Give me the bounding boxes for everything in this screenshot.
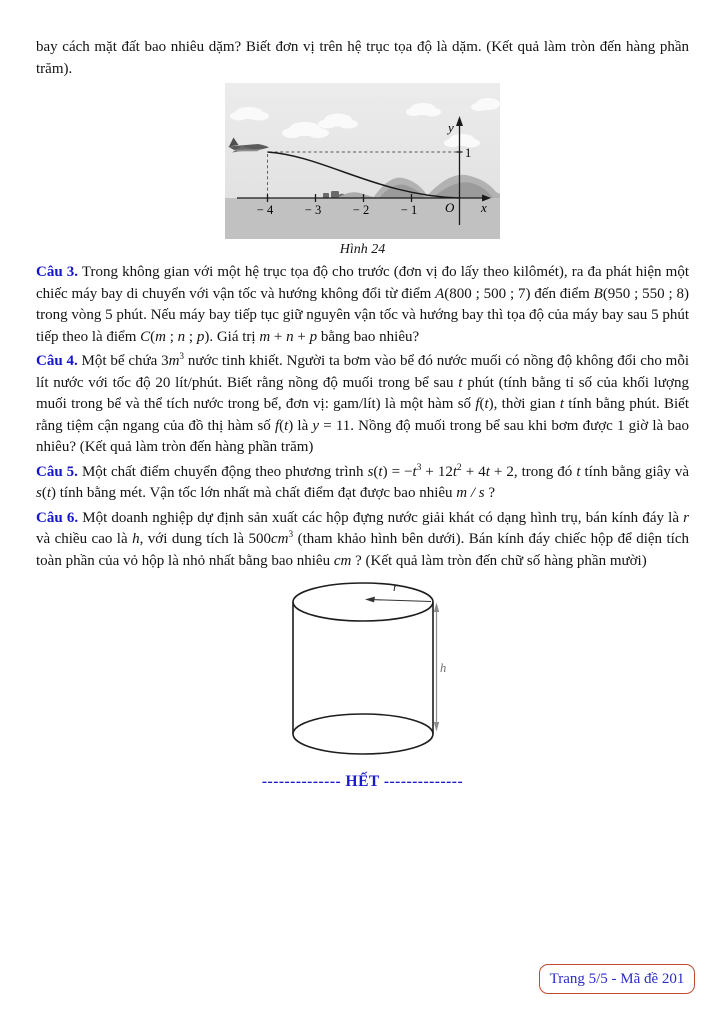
question-text: Một chất điểm chuyển động theo phương trình $s(t) = -t^3 + 12t^2 + 4t + 2$, trong đó t tính bằng giây và s(t) tính bằng mét. Vận tốc lớn nhất mà chất điểm đạt được bao nhiêu m / s ? — [36, 462, 690, 501]
intro-paragraph: bay cách mặt đất bao nhiêu dặm? Biết đơn vị trên hệ trục tọa độ là dặm. (Kết quả làm tròn đến hàng phần trăm). — [36, 39, 689, 77]
page-number-label: Trang 5/5 - Mã đề 201 — [549, 970, 685, 987]
question-text: Trong không gian với một hệ trục tọa độ cho trước (đơn vị đo lấy theo kilômét), ra đa phát hiện một chiếc máy bay di chuyển với vận tốc và hướng không đổi từ điểm A(800 ; 500 ; 7) đến điểm B(950 ; 550 ; 8) trong vòng 5 phút. Nếu máy bay tiếp tục giữ nguyên vận tốc và hướng bay thì tọa độ của máy bay sau 5 phút tiếp theo là điểm C(m ; n ; p). Giá trị m + n + p bằng bao nhiêu? — [36, 264, 689, 345]
figure-cylinder — [36, 576, 689, 765]
x-tick-label: − 3 — [304, 203, 322, 217]
x-tick-label: − 4 — [256, 203, 274, 217]
question-label: Câu 4. — [36, 353, 78, 369]
x-tick-label: − 1 — [400, 203, 418, 217]
question-label: Câu 5. — [36, 463, 78, 480]
height-arrow — [433, 603, 438, 732]
question-text: Một bể chứa $3m^3$ nước tinh khiết. Người ta bơm vào bể đó nước muối có nồng độ không đổi cho mỗi lít nước với tốc độ 20 lít/phút. Biết rằng nồng độ muối trong bể sau t phút (tính bằng tỉ số của khối lượng muối trong bể và thể tích nước trong bể, đơn vị: gam/lít) là một hàm số f(t), thời gian t tính bằng phút. Biết rằng tiệm cận ngang của đồ thị hàm số f(t) là y = 11. Nồng độ muối trong bể sau khi bơm được 1 giờ là bao nhiêu? (Kết quả làm tròn đến hàng phần trăm) — [36, 352, 690, 455]
question-label: Câu 6. — [36, 509, 79, 526]
page-footer-badge — [539, 964, 695, 994]
question-label: Câu 3. — [36, 264, 79, 280]
x-axis-label: x — [481, 200, 487, 215]
question-cau-3 — [36, 262, 689, 348]
figure-caption: Hình 24 — [339, 242, 386, 257]
radius-arrow — [365, 597, 431, 603]
height-label: h — [439, 661, 446, 675]
question-cau-6 — [36, 508, 689, 573]
question-text: Một doanh nghiệp dự định sản xuất các hộp đựng nước giải khát có dạng hình trụ, bán kính đáy là r và chiều cao là h, với dung tích là $500cm^3$ (tham khảo hình bên dưới). Bán kính đáy chiếc hộp để diện tích toàn phần của vỏ hộp là nhỏ nhất bằng bao nhiêu cm ? (Kết quả làm tròn đến chữ số hàng phần mười) — [36, 509, 689, 569]
radius-label: r — [392, 580, 398, 594]
cylinder-diagram — [277, 576, 449, 760]
y-tick-label: 1 — [465, 146, 472, 160]
x-tick-label: − 2 — [352, 203, 370, 217]
origin-label: O — [445, 200, 455, 215]
figure-hinh-24 — [36, 83, 689, 259]
airplane-descent-figure — [225, 83, 500, 239]
y-axis-label: y — [448, 120, 454, 135]
question-cau-5 — [36, 462, 689, 505]
page-content — [36, 37, 689, 791]
question-cau-4 — [36, 351, 689, 459]
cylinder-outline — [293, 583, 433, 754]
end-marker: -------------- HẾT -------------- — [261, 773, 464, 790]
